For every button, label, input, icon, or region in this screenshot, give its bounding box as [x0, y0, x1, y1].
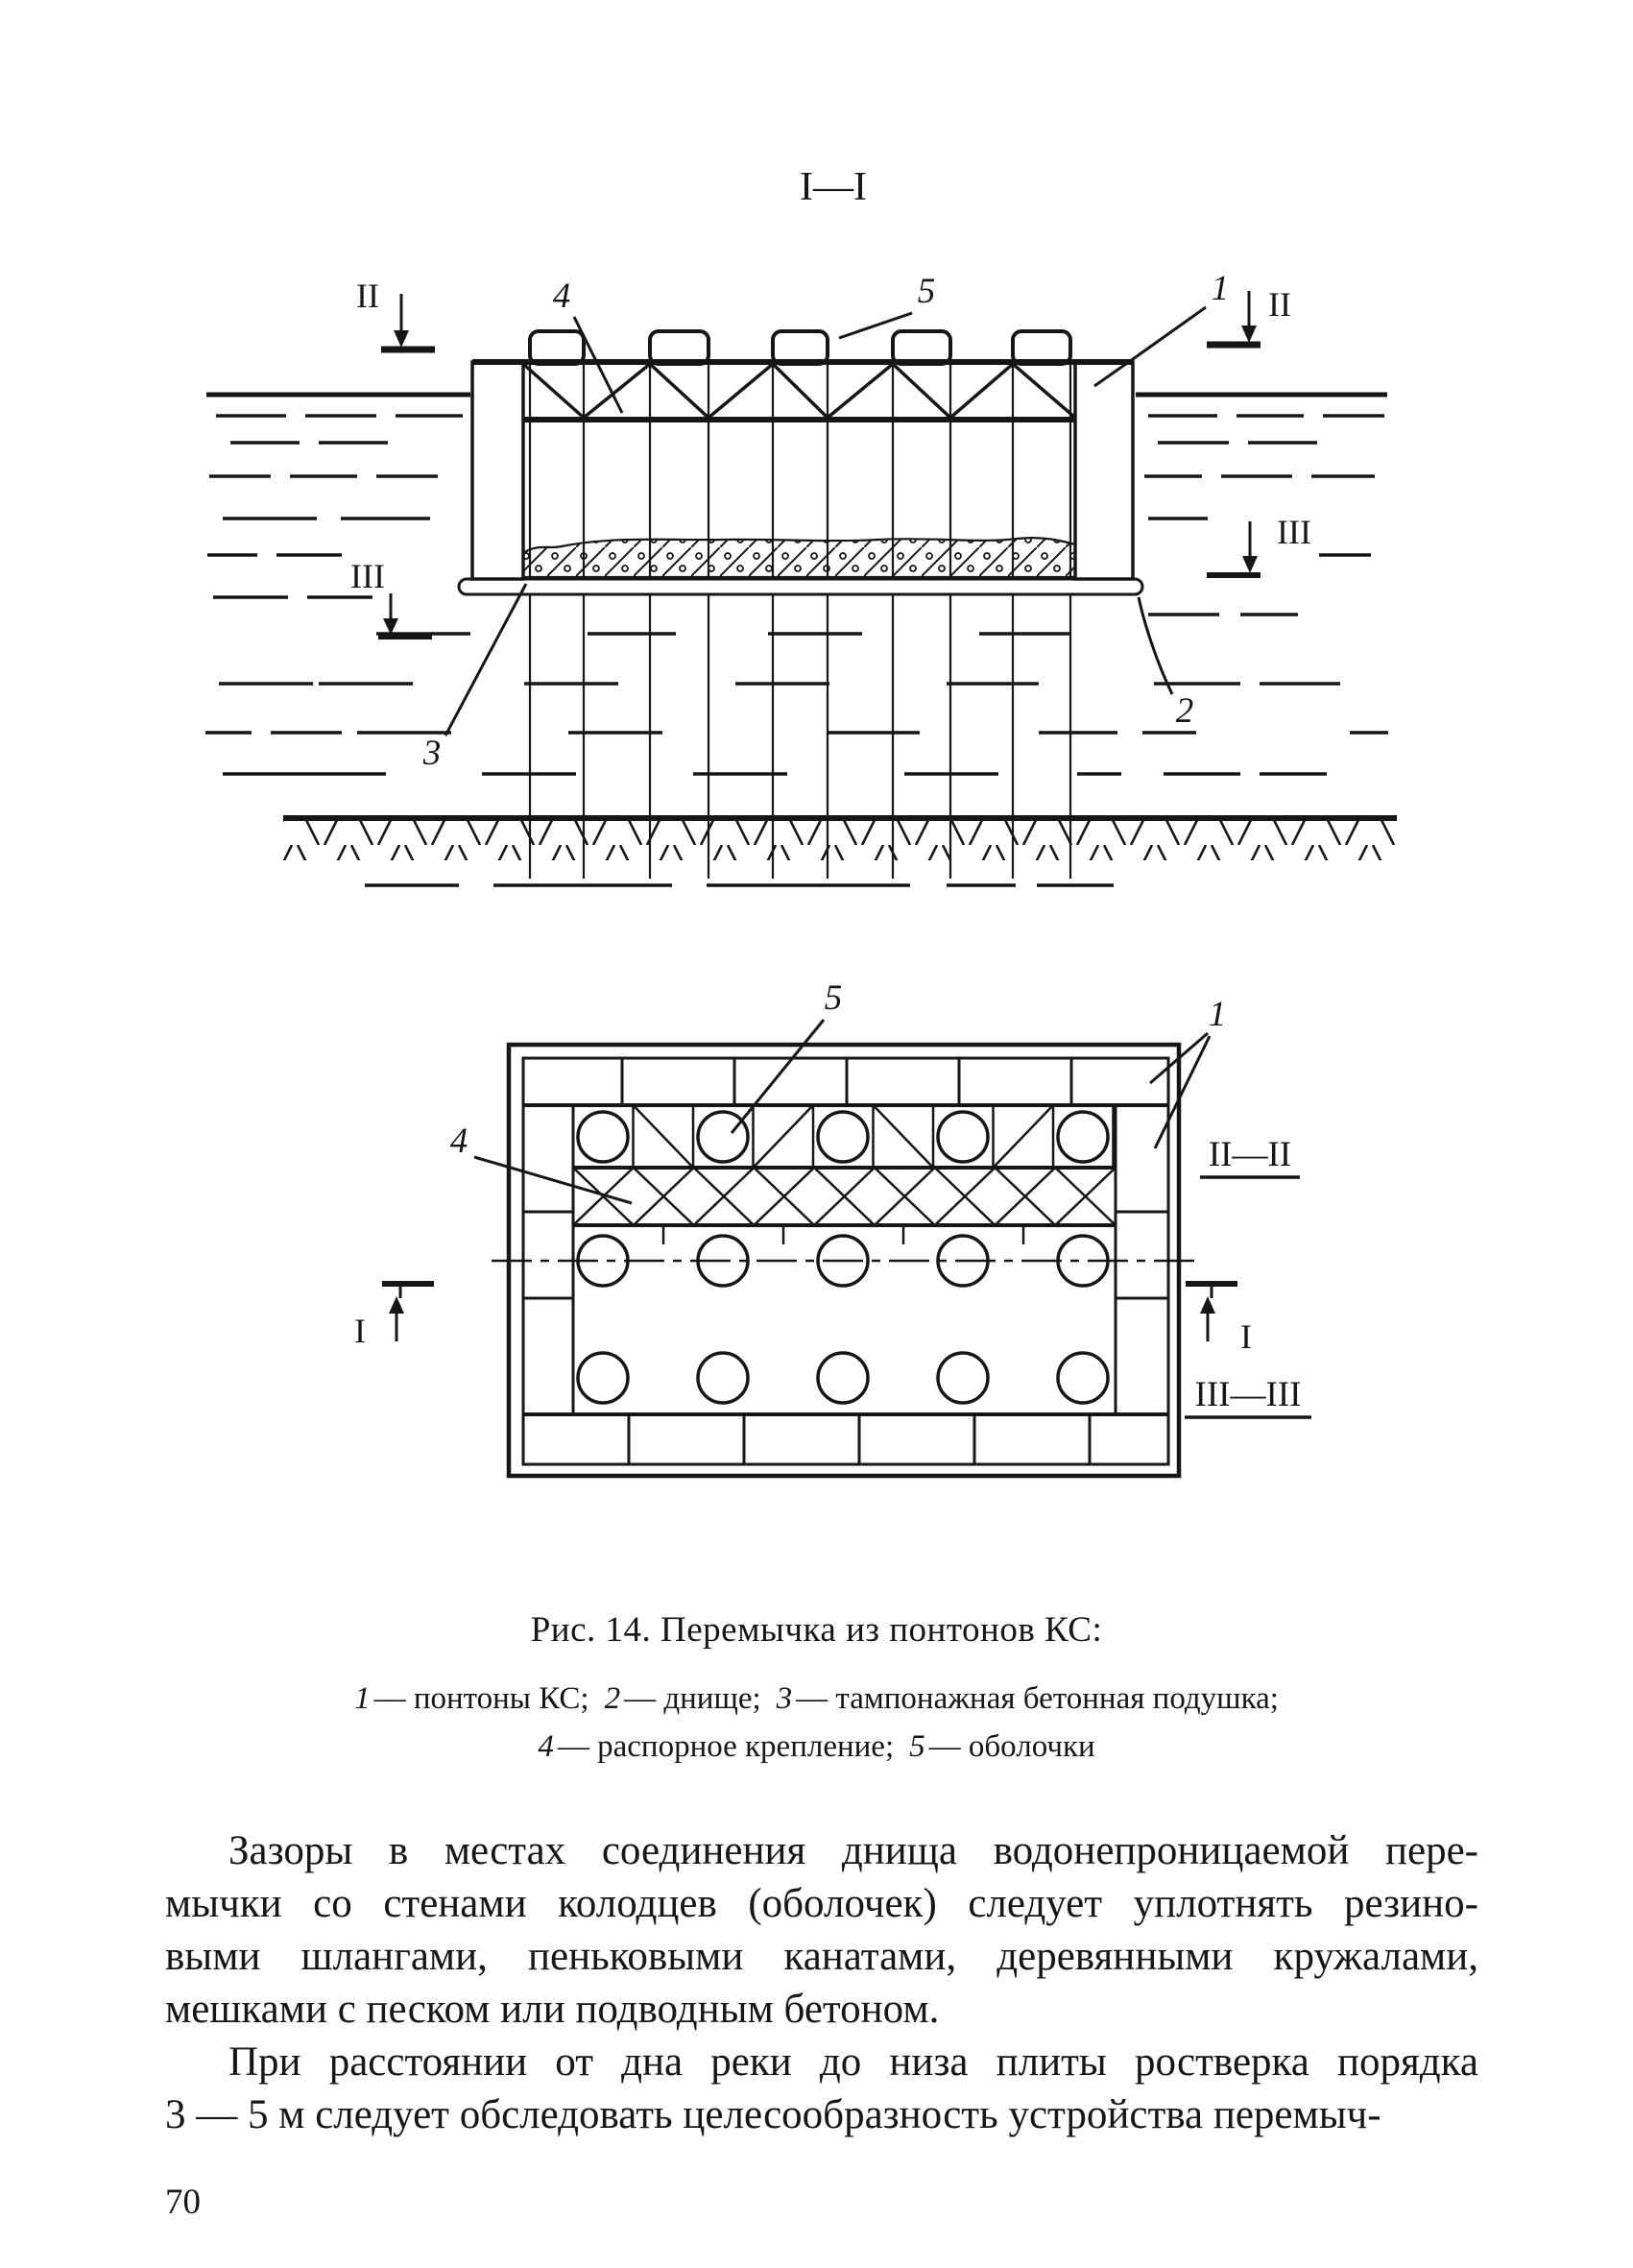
legend-desc: — понтоны КС;: [373, 1681, 589, 1716]
legend-num: 1: [354, 1681, 371, 1716]
page-number: 70: [165, 2183, 201, 2222]
cut-label-ii-left: II: [356, 277, 379, 315]
body-line: выми шлангами, пеньковыми канатами, деревянными кружалами,: [165, 1934, 1478, 1979]
concrete-pad: [523, 538, 1075, 577]
shell-circle: [698, 1112, 748, 1162]
shell-circle: [818, 1353, 868, 1403]
plan-view: [354, 978, 1311, 1476]
callout-5-label: 5: [824, 978, 843, 1018]
shell-circle: [938, 1353, 988, 1403]
body-text: [165, 1824, 1478, 2141]
body-line: Зазоры в местах соединения днища водонепроницаемой пере-: [228, 1828, 1478, 1873]
callout-3-label: 3: [422, 734, 442, 773]
cut-arrow-head-icon: [394, 330, 409, 348]
callout-4-leader: [474, 1157, 632, 1203]
riverbed-hatch: [283, 820, 1397, 860]
plan-top-band-dividers: [622, 1058, 1071, 1105]
truss-diagonals: [523, 364, 1075, 418]
ref-label-ii-ii: II—II: [1208, 1135, 1292, 1174]
plan-lattice-zigzag-b: [573, 1168, 1116, 1225]
callout-4-label: 4: [449, 1122, 468, 1161]
plan-row1-diagonals: [634, 1105, 1054, 1168]
cut-label-i-right: I: [1240, 1317, 1252, 1356]
cross-section-view: [205, 165, 1397, 885]
shell-caps: [530, 331, 1070, 364]
cut-label-iii-right: III: [1277, 513, 1311, 551]
plan-bottom-band-dividers: [629, 1414, 1090, 1464]
section-cut-i-left: [354, 1284, 434, 1350]
legend-num: 3: [776, 1681, 793, 1716]
body-line: 3 — 5 м следует обследовать целесообразность устройства перемыч-: [165, 2092, 1381, 2137]
shell-cap: [530, 331, 584, 364]
cut-label-i-left: I: [354, 1312, 366, 1350]
shell-circle: [578, 1112, 628, 1162]
callout-2-section: [1139, 597, 1193, 731]
callout-2-leader: [1139, 597, 1172, 694]
plan-ref-iii-iii: [1185, 1375, 1311, 1417]
section-title-i-i: I—I: [800, 165, 867, 209]
callout-1-leader: [1094, 307, 1206, 386]
body-line: При расстоянии от дна реки до низа плиты ростверка порядка: [228, 2039, 1478, 2085]
shell-circle: [578, 1353, 628, 1403]
section-cut-iii-right: [1207, 513, 1311, 575]
ref-label-iii-iii: III—III: [1194, 1375, 1302, 1414]
callout-5-section: [839, 272, 935, 338]
legend-num: 2: [604, 1681, 621, 1716]
shell-cap: [650, 331, 708, 364]
shell-cap: [893, 331, 950, 364]
cut-arrow-head-icon: [1242, 556, 1258, 573]
legend-desc: — распорное крепление;: [557, 1729, 895, 1764]
pontoon-right: [1075, 362, 1133, 579]
callout-1-plan: [1150, 995, 1226, 1148]
pontoon-left: [472, 362, 523, 579]
cut-arrow-head-icon: [1241, 326, 1257, 343]
figure-caption: Рис. 14. Перемычка из понтонов КС:: [530, 1610, 1103, 1650]
legend-desc: — тампонажная бетонная подушка;: [796, 1681, 1279, 1716]
shell-circle: [698, 1353, 748, 1403]
shell-circle: [1058, 1353, 1108, 1403]
shell-circle: [818, 1112, 868, 1162]
legend-line-1: [0, 1675, 1633, 1723]
callout-5-label: 5: [917, 272, 936, 311]
bottom-plate: [459, 579, 1142, 594]
section-cut-i-right: [1186, 1284, 1252, 1356]
callout-1-label: 1: [1208, 995, 1227, 1034]
cut-arrow-head-icon: [389, 1296, 404, 1314]
plan-row1-dividers: [573, 1105, 1114, 1168]
plan-ref-ii-ii: [1200, 1135, 1300, 1177]
legend-desc: — днище;: [624, 1681, 761, 1716]
cut-arrow-head-icon: [1200, 1296, 1215, 1314]
shell-circle: [1058, 1112, 1108, 1162]
body-line: мешками с песком или подводным бетоном.: [165, 1987, 940, 2032]
legend-num: 4: [538, 1729, 554, 1764]
legend-line-2: [0, 1723, 1633, 1771]
shell-circle: [938, 1112, 988, 1162]
callout-3-leader: [445, 584, 526, 736]
callout-1-label: 1: [1211, 269, 1230, 308]
callout-2-label: 2: [1175, 691, 1194, 731]
legend-num: 5: [909, 1729, 925, 1764]
body-line: мычки со стенами колодцев (оболочек) следует уплотнять резино-: [165, 1881, 1478, 1926]
callout-5-plan: [732, 978, 842, 1133]
legend-desc: — оболочки: [928, 1729, 1095, 1764]
water-dashes-left: [205, 416, 463, 774]
shell-cap: [1013, 331, 1070, 364]
cut-label-iii-left: III: [350, 557, 385, 595]
callout-3-section: [422, 584, 526, 773]
plan-shells-row1: [578, 1112, 1108, 1162]
shell-cap: [773, 331, 828, 364]
callout-5-leader: [732, 1020, 824, 1133]
figure-legend: [0, 1675, 1633, 1771]
section-cut-ii-left: [356, 277, 435, 350]
cut-label-ii-right: II: [1268, 285, 1291, 324]
callout-4-label: 4: [552, 277, 571, 316]
plan-shells-row3: [578, 1353, 1108, 1403]
